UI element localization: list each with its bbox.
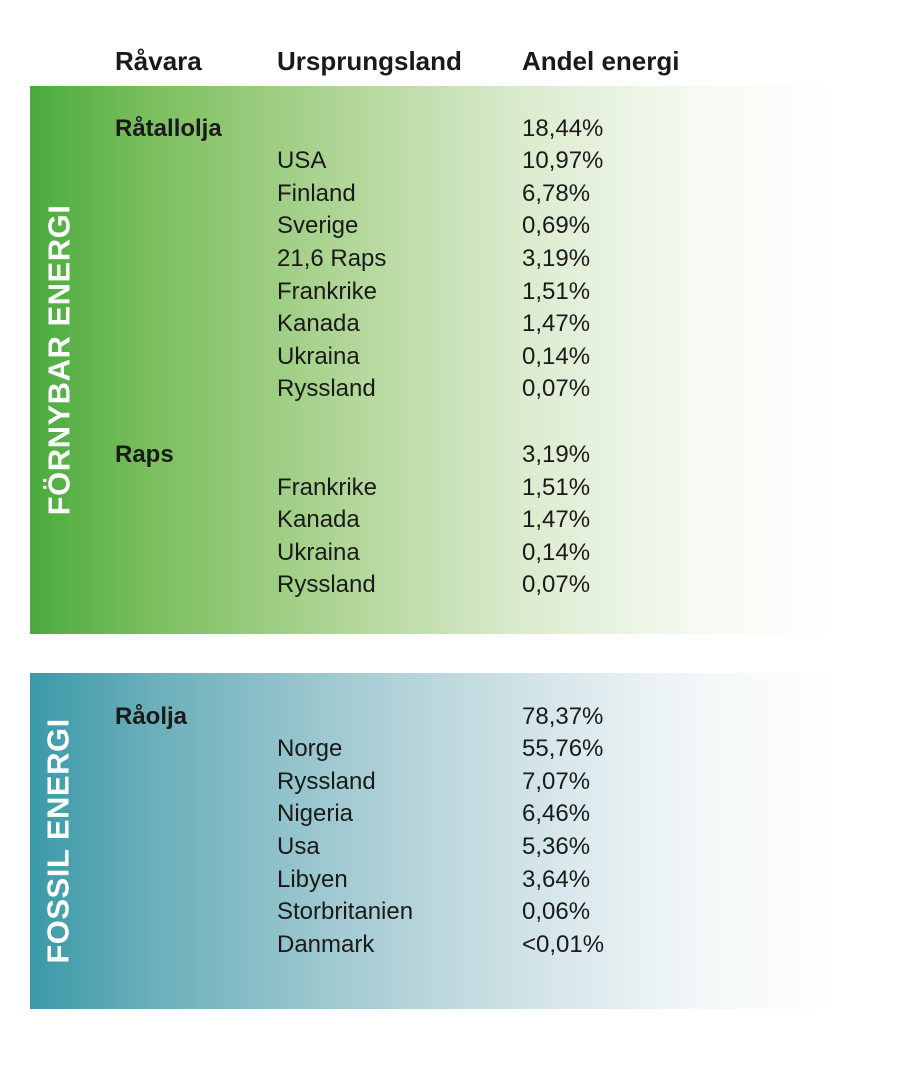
country-share: 55,76% — [522, 735, 604, 762]
fossil-energy-label-container — [30, 673, 88, 1009]
country-name: Ryssland — [277, 571, 376, 598]
country-share: 1,51% — [522, 474, 591, 501]
country-name: 21,6 Raps — [277, 245, 387, 272]
header-share: Andel energi — [522, 46, 680, 76]
material-share: 18,44% — [522, 115, 604, 142]
renewable-energy-label: FÖRNYBAR ENERGI — [41, 204, 77, 516]
country-share: 1,51% — [522, 278, 591, 305]
country-name: Ukraina — [277, 343, 360, 370]
country-name: Danmark — [277, 931, 375, 958]
country-name: Kanada — [277, 310, 360, 337]
country-share: 1,47% — [522, 506, 591, 533]
country-share: 1,47% — [522, 310, 591, 337]
country-name: USA — [277, 147, 327, 174]
country-name: Sverige — [277, 212, 359, 239]
country-share: <0,01% — [522, 931, 605, 958]
country-name: Frankrike — [277, 278, 378, 305]
material-share: 78,37% — [522, 703, 604, 730]
country-share: 3,64% — [522, 866, 591, 893]
country-name: Finland — [277, 180, 356, 207]
country-name: Frankrike — [277, 474, 378, 501]
country-share: 0,69% — [522, 212, 591, 239]
country-share: 0,14% — [522, 343, 591, 370]
country-name: Storbritanien — [277, 898, 414, 925]
country-name: Ukraina — [277, 539, 360, 566]
material-share: 3,19% — [522, 441, 591, 468]
country-share: 0,06% — [522, 898, 591, 925]
country-name: Ryssland — [277, 768, 376, 795]
country-name: Norge — [277, 735, 343, 762]
country-share: 0,07% — [522, 375, 591, 402]
material-name: Råolja — [115, 703, 188, 730]
country-name: Usa — [277, 833, 320, 860]
renewable-energy-section — [30, 86, 840, 634]
country-share: 5,36% — [522, 833, 591, 860]
country-share: 0,07% — [522, 571, 591, 598]
header-material: Råvara — [115, 46, 202, 76]
country-share: 7,07% — [522, 768, 591, 795]
country-name: Kanada — [277, 506, 360, 533]
country-share: 0,14% — [522, 539, 591, 566]
material-name: Raps — [115, 441, 174, 468]
material-name: Råtallolja — [115, 115, 222, 142]
fossil-energy-label: FOSSIL ENERGI — [41, 718, 77, 964]
country-name: Libyen — [277, 866, 348, 893]
country-share: 6,78% — [522, 180, 591, 207]
renewable-energy-label-container — [30, 86, 88, 634]
country-share: 3,19% — [522, 245, 591, 272]
country-share: 6,46% — [522, 800, 591, 827]
header-origin: Ursprungsland — [277, 46, 462, 76]
country-name: Ryssland — [277, 375, 376, 402]
country-name: Nigeria — [277, 800, 354, 827]
country-share: 10,97% — [522, 147, 604, 174]
